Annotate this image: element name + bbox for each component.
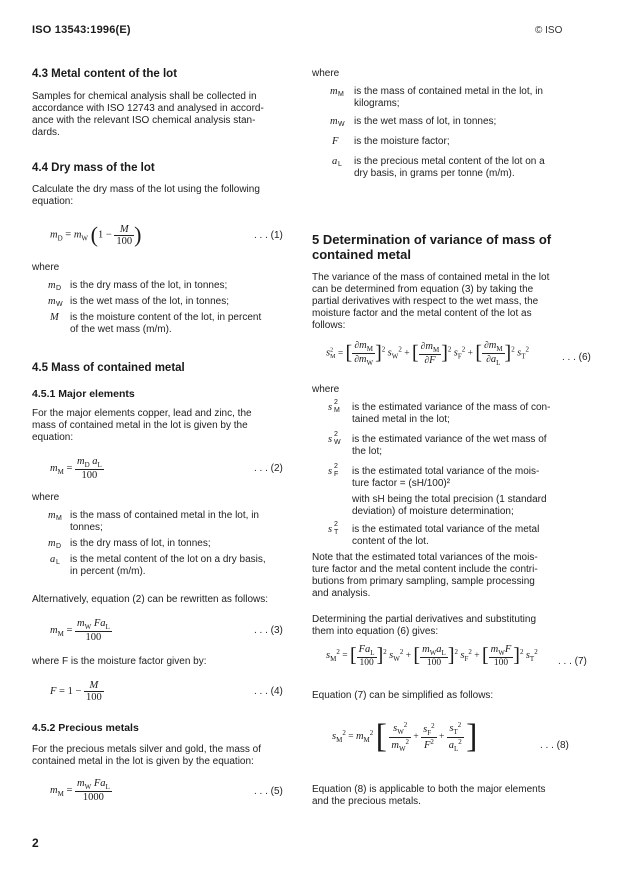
definition-item: s F 2 is the estimated total variance of the mois- ture factor = (sH/100)² bbox=[328, 463, 540, 489]
equation-3: $m_M$ = $\frac{m_W Fa_L}{100}$ bbox=[50, 618, 110, 644]
section-4-4-body bbox=[32, 184, 260, 208]
equation-6-number: . . . (6) bbox=[562, 352, 591, 363]
definition-item: s T 2 is the estimated total variance of the metal content of the lot. bbox=[328, 521, 540, 547]
equation-2: $m_M$ = $\frac{m_D a_L}{100}$ bbox=[50, 456, 102, 482]
definition-item bbox=[48, 280, 288, 294]
definition-text: deviation) of moisture determination; bbox=[352, 506, 514, 517]
symbol-subscript: M bbox=[338, 91, 344, 98]
definition-text: is the dry mass of the lot, in tonnes; bbox=[70, 280, 228, 291]
text-line: ance with the relevant ISO chemical analysis stan- bbox=[32, 115, 256, 126]
text-line: butions from primary sampling, sample processing bbox=[312, 576, 535, 587]
text-line: For the precious metals silver and gold, the mass of bbox=[32, 744, 261, 755]
where-label: where bbox=[32, 492, 60, 503]
symbol: m bbox=[330, 86, 338, 97]
definition-text: in percent (m/m). bbox=[70, 566, 146, 577]
definition-text: is the estimated variance of the wet mass of bbox=[352, 434, 547, 445]
definition-text: is the estimated total variance of the metal bbox=[352, 524, 540, 535]
symbol-subscript: W bbox=[56, 301, 63, 308]
symbol: F bbox=[332, 136, 339, 147]
text-line: moisture factor and the metal content of the lot as bbox=[312, 308, 532, 319]
symbol-subscript: D bbox=[56, 285, 62, 292]
definition-item: s M 2 is the estimated variance of the mass of con- tained metal in the lot; bbox=[328, 399, 551, 425]
equation-2-number: . . . (2) bbox=[254, 463, 283, 474]
equation-8: $s_M^2 = m_M^2$ [ $\frac{s_W^2}{m_W^2}$ + $\frac{s_F^2}{F^2}$ + $\frac{s_T^2}{a_L^2}$ ] bbox=[332, 718, 478, 755]
definition-item bbox=[48, 510, 288, 536]
definition-text: is the estimated variance of the mass of con- bbox=[352, 402, 551, 413]
definition-item bbox=[330, 86, 590, 112]
section-4-5-1-body bbox=[32, 408, 252, 444]
symbol: s bbox=[328, 434, 333, 445]
equation-1-number: . . . (1) bbox=[254, 230, 283, 241]
equation-8-number: . . . (8) bbox=[540, 740, 569, 751]
text-line: accordance with ISO 12743 and analysed in accord- bbox=[32, 103, 264, 114]
symbol-subscript: L bbox=[338, 161, 342, 168]
section-4-4-title: 4.4 Dry mass of the lot bbox=[32, 162, 155, 174]
section-4-3-body bbox=[32, 91, 264, 139]
page-number: 2 bbox=[32, 836, 39, 850]
equation-5: $m_M$ = $\frac{m_W Fa_L}{1000}$ bbox=[50, 778, 110, 804]
text-line: and analysis. bbox=[312, 588, 371, 599]
section-4-5-2-body bbox=[32, 744, 261, 768]
definition-list-1 bbox=[48, 280, 288, 338]
text-line: Equation (8) is applicable to both the major elements bbox=[312, 784, 546, 795]
text-line: follows: bbox=[312, 320, 346, 331]
final-paragraph bbox=[312, 784, 545, 808]
text-line: them into equation (6) gives: bbox=[312, 626, 439, 637]
text-line: contained metal in the lot is given by the equation: bbox=[32, 756, 254, 767]
definition-item bbox=[48, 296, 288, 312]
symbol-subscript: W bbox=[338, 121, 345, 128]
symbol-subscript: T bbox=[334, 529, 339, 536]
symbol: a bbox=[332, 156, 338, 167]
definition-text: is the dry mass of lot, in tonnes; bbox=[70, 538, 211, 549]
definition-text: is the mass of contained metal in the lot, in bbox=[354, 86, 543, 97]
symbol: s bbox=[328, 466, 333, 477]
definition-item bbox=[326, 494, 596, 520]
equation-3-number: . . . (3) bbox=[254, 625, 283, 636]
text-line: partial derivatives with respect to the wet mass, the bbox=[312, 296, 539, 307]
definition-text: with sH being the total precision (1 standard bbox=[352, 494, 547, 505]
where-label: where bbox=[312, 68, 340, 79]
equation-4-number: . . . (4) bbox=[254, 686, 283, 697]
text-line: Note that the estimated total variances of the mois- bbox=[312, 552, 538, 563]
text-line: can be determined from equation (3) by taking the bbox=[312, 284, 534, 295]
definition-item: s W 2 is the estimated variance of the wet mass of the lot; bbox=[328, 431, 547, 457]
symbol: M bbox=[50, 312, 59, 323]
definition-text: is the wet mass of lot, in tonnes; bbox=[354, 116, 497, 127]
definition-item bbox=[48, 538, 288, 554]
title-line: 5 Determination of variance of mass of bbox=[312, 232, 552, 247]
text-line: mass of contained metal in the lot is given by the bbox=[32, 420, 248, 431]
section-4-3-title: 4.3 Metal content of the lot bbox=[32, 68, 178, 80]
symbol-subscript: L bbox=[56, 559, 60, 566]
definition-text: tonnes; bbox=[70, 522, 103, 533]
document-id: ISO 13543:1996(E) bbox=[32, 24, 131, 36]
definition-text: ture factor = (sH/100)² bbox=[352, 478, 451, 489]
definition-text: of the wet mass (m/m). bbox=[70, 324, 172, 335]
definition-text: is the metal content of the lot on a dry basis, bbox=[70, 554, 266, 565]
equation-7: $s_M^2$ = [ $\frac{Fa_L}{100}$ ]$^2$ $s_W^2$ + [ $\frac{m_Wa_L}{100}$ ]$^2$ $s_F^2$ + [ $\frac{m_WF}{100}$ ]$^2$ $s_T^2$ bbox=[326, 644, 538, 668]
text-line: The variance of the mass of contained metal in the lot bbox=[312, 272, 550, 283]
text-line: Calculate the dry mass of the lot using the following bbox=[32, 184, 260, 195]
partial-derivatives-text bbox=[312, 614, 536, 638]
title-line: contained metal bbox=[312, 247, 411, 262]
text-line: equation: bbox=[32, 432, 74, 443]
symbol-subscript: D bbox=[56, 543, 62, 550]
definition-item bbox=[48, 554, 288, 580]
symbol: s bbox=[328, 524, 333, 535]
symbol: a bbox=[50, 554, 56, 565]
copyright-mark: © ISO bbox=[535, 25, 563, 36]
definition-text: tained metal in the lot; bbox=[352, 414, 450, 425]
section-4-5-2-title: 4.5.2 Precious metals bbox=[32, 722, 139, 734]
symbol: m bbox=[48, 538, 56, 549]
text-line: and the precious metals. bbox=[312, 796, 421, 807]
where-label: where bbox=[312, 384, 340, 395]
symbol-subscript: M bbox=[334, 407, 340, 414]
symbol: m bbox=[48, 510, 56, 521]
equation-5-number: . . . (5) bbox=[254, 786, 283, 797]
section-4-5-title: 4.5 Mass of contained metal bbox=[32, 362, 185, 374]
note-paragraph bbox=[312, 552, 538, 600]
text-line: equation: bbox=[32, 196, 74, 207]
definition-list-3 bbox=[326, 399, 596, 550]
definition-item bbox=[48, 312, 288, 338]
text-line: Determining the partial derivatives and substituting bbox=[312, 614, 537, 625]
symbol: m bbox=[330, 116, 338, 127]
text-line: dards. bbox=[32, 127, 60, 138]
equation-1: $m_D = m_W$ (1 − $\frac{M}{100}$ ) bbox=[50, 222, 142, 247]
where-label: where bbox=[32, 262, 60, 273]
definition-text: is the moisture content of the lot, in percent bbox=[70, 312, 262, 323]
definition-text: is the estimated total variance of the mois- bbox=[352, 466, 540, 477]
definition-list-top bbox=[330, 86, 590, 182]
section-5-title bbox=[312, 232, 551, 262]
section-5-body bbox=[312, 272, 549, 332]
definition-item bbox=[330, 136, 590, 152]
definition-text: kilograms; bbox=[354, 98, 400, 109]
equation-6: $s^2_M$ = [ $\frac{\partial m_M}{\partial m_W}$ ]$^2$ $s_W^2$ + [ $\frac{\partial m_M}{\partial F}$ ]$^2$ $s_F^2$ + [ $\frac{\partial m_M}{\partial a_L}$ ]$^2$ $s_T^2$ bbox=[326, 340, 529, 367]
definition-text: is the wet mass of the lot, in tonnes; bbox=[70, 296, 229, 307]
definition-text: is the precious metal content of the lot on a bbox=[354, 156, 545, 167]
symbol-subscript: W bbox=[334, 439, 341, 446]
symbol-subscript: M bbox=[56, 515, 62, 522]
definition-text: is the mass of contained metal in the lot, in bbox=[70, 510, 259, 521]
symbol: m bbox=[48, 280, 56, 291]
definition-text: dry basis, in grams per tonne (m/m). bbox=[354, 168, 515, 179]
definition-text: the lot; bbox=[352, 446, 383, 457]
definition-text: content of the lot. bbox=[352, 536, 429, 547]
alternative-text: Alternatively, equation (2) can be rewritten as follows: bbox=[32, 594, 269, 605]
moisture-factor-text: where F is the moisture factor given by: bbox=[32, 656, 207, 667]
symbol: s bbox=[328, 402, 333, 413]
definition-item bbox=[330, 116, 590, 132]
text-line: For the major elements copper, lead and zinc, the bbox=[32, 408, 252, 419]
definition-text: is the moisture factor; bbox=[354, 136, 450, 147]
simplify-text: Equation (7) can be simplified as follows: bbox=[312, 690, 494, 701]
equation-4: F = 1 − $\frac{M}{100}$ bbox=[50, 680, 102, 703]
symbol-subscript: F bbox=[334, 471, 339, 478]
symbol: m bbox=[48, 296, 56, 307]
definition-list-2 bbox=[48, 510, 288, 580]
text-line: Samples for chemical analysis shall be collected in bbox=[32, 91, 257, 102]
section-4-5-1-title: 4.5.1 Major elements bbox=[32, 388, 135, 400]
definition-item bbox=[330, 156, 590, 182]
equation-7-number: . . . (7) bbox=[558, 656, 587, 667]
text-line: ture factor and the metal content include the contri- bbox=[312, 564, 538, 575]
